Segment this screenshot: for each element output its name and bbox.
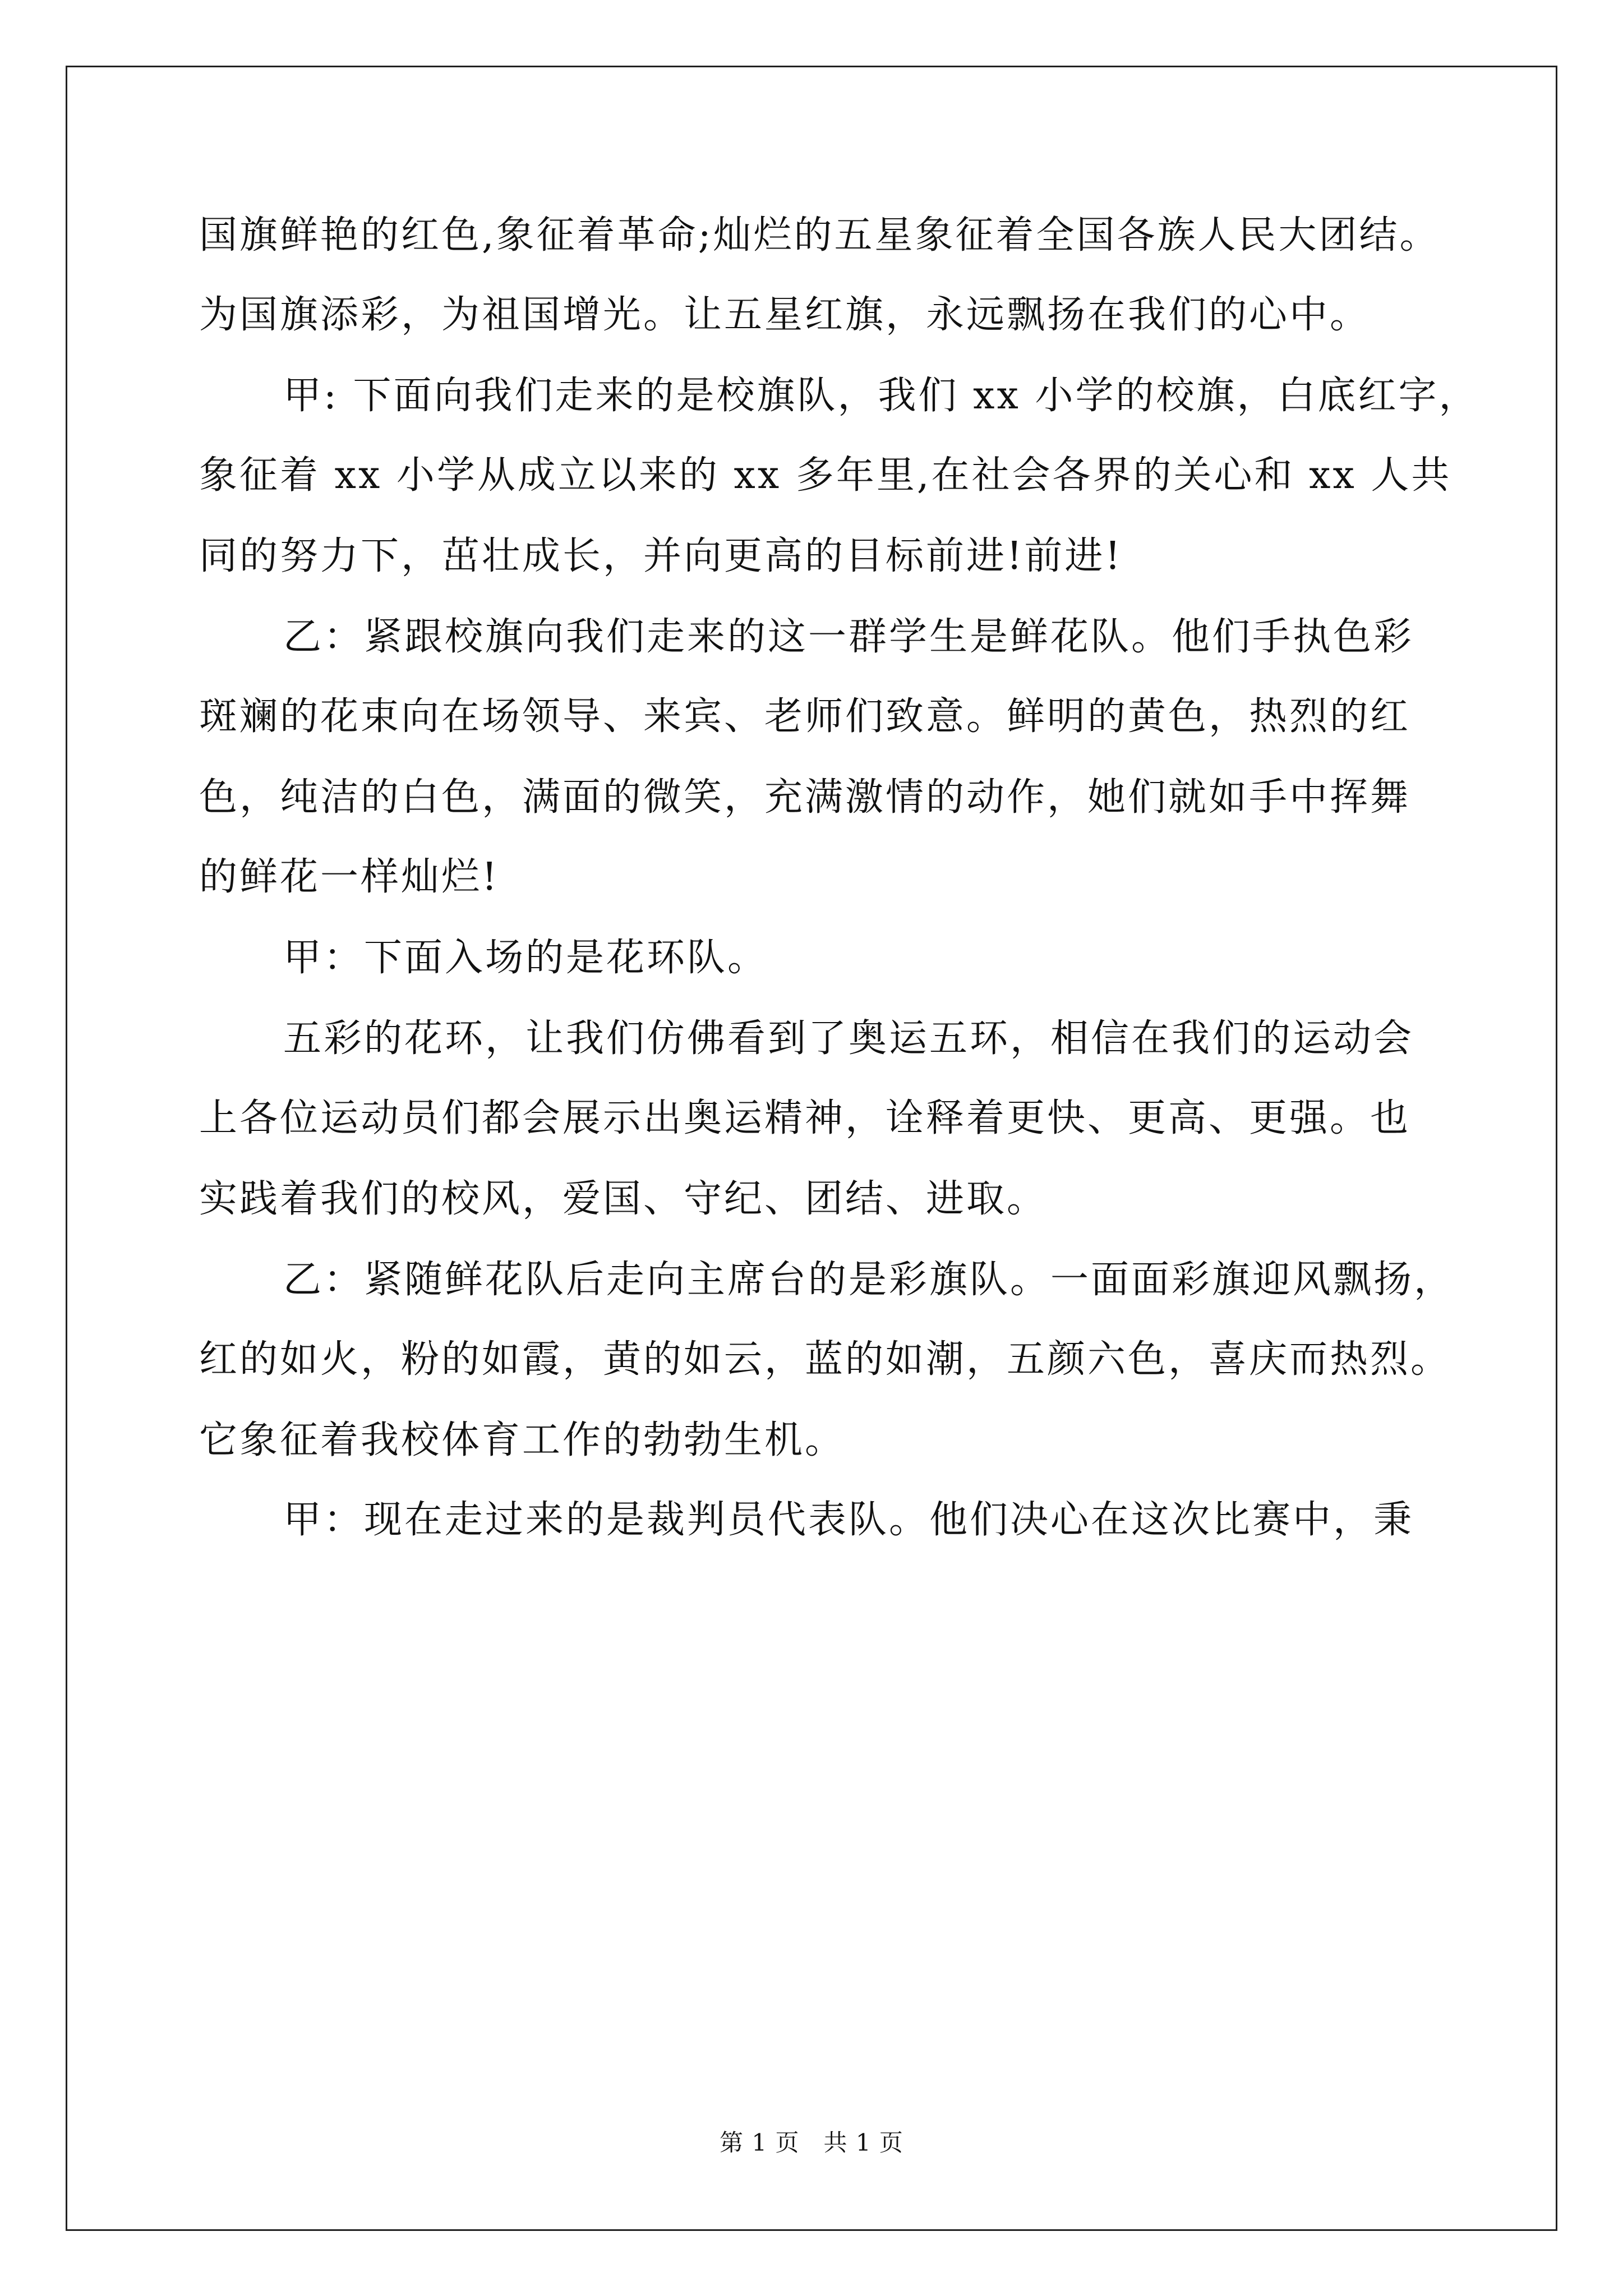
text-line: 甲：现在走过来的是裁判员代表队。他们决心在这次比赛中，秉 (283, 1498, 1414, 1542)
text-line: 同的努力下，茁壮成长，并向更高的目标前进!前进! (199, 534, 1123, 578)
text-line: 乙：紧随鲜花队后走向主席台的是彩旗队。一面面彩旗迎风飘扬， (283, 1258, 1455, 1302)
text-line: 象征着 xx 小学从成立以来的 xx 多年里,在社会各界的关心和 xx 人共 (199, 453, 1452, 498)
text-line: 上各位运动员们都会展示出奥运精神，诠释着更快、更高、更强。也 (199, 1096, 1411, 1140)
text-line: 五彩的花环，让我们仿佛看到了奥运五环，相信在我们的运动会 (283, 1016, 1414, 1061)
text-line: 斑斓的花束向在场领导、来宾、老师们致意。鲜明的黄色，热烈的红 (199, 694, 1411, 739)
text-line: 它象征着我校体育工作的勃勃生机。 (199, 1418, 846, 1462)
text-line: 甲: 下面向我们走来的是校旗队，我们 xx 小学的校旗，白底红字， (283, 374, 1479, 418)
text-line: 色，纯洁的白色，满面的微笑，充满激情的动作，她们就如手中挥舞 (199, 775, 1411, 820)
text-line: 国旗鲜艳的红色,象征着革命;灿烂的五星象征着全国各族人民大团结。 (199, 213, 1440, 257)
text-line: 的鲜花一样灿烂! (199, 855, 500, 899)
text-line: 甲：下面入场的是花环队。 (283, 936, 768, 980)
text-line: 红的如火，粉的如霞，黄的如云，蓝的如潮，五颜六色，喜庆而热烈。 (199, 1337, 1451, 1382)
text-line: 实践着我们的校风，爱国、守纪、团结、进取。 (199, 1177, 1048, 1221)
text-line: 为国旗添彩，为祖国增光。让五星红旗，永远飘扬在我们的心中。 (199, 293, 1371, 337)
text-line: 乙：紧跟校旗向我们走来的这一群学生是鲜花队。他们手执色彩 (283, 615, 1414, 659)
page-footer: 第 1 页 共 1 页 (720, 2129, 903, 2156)
